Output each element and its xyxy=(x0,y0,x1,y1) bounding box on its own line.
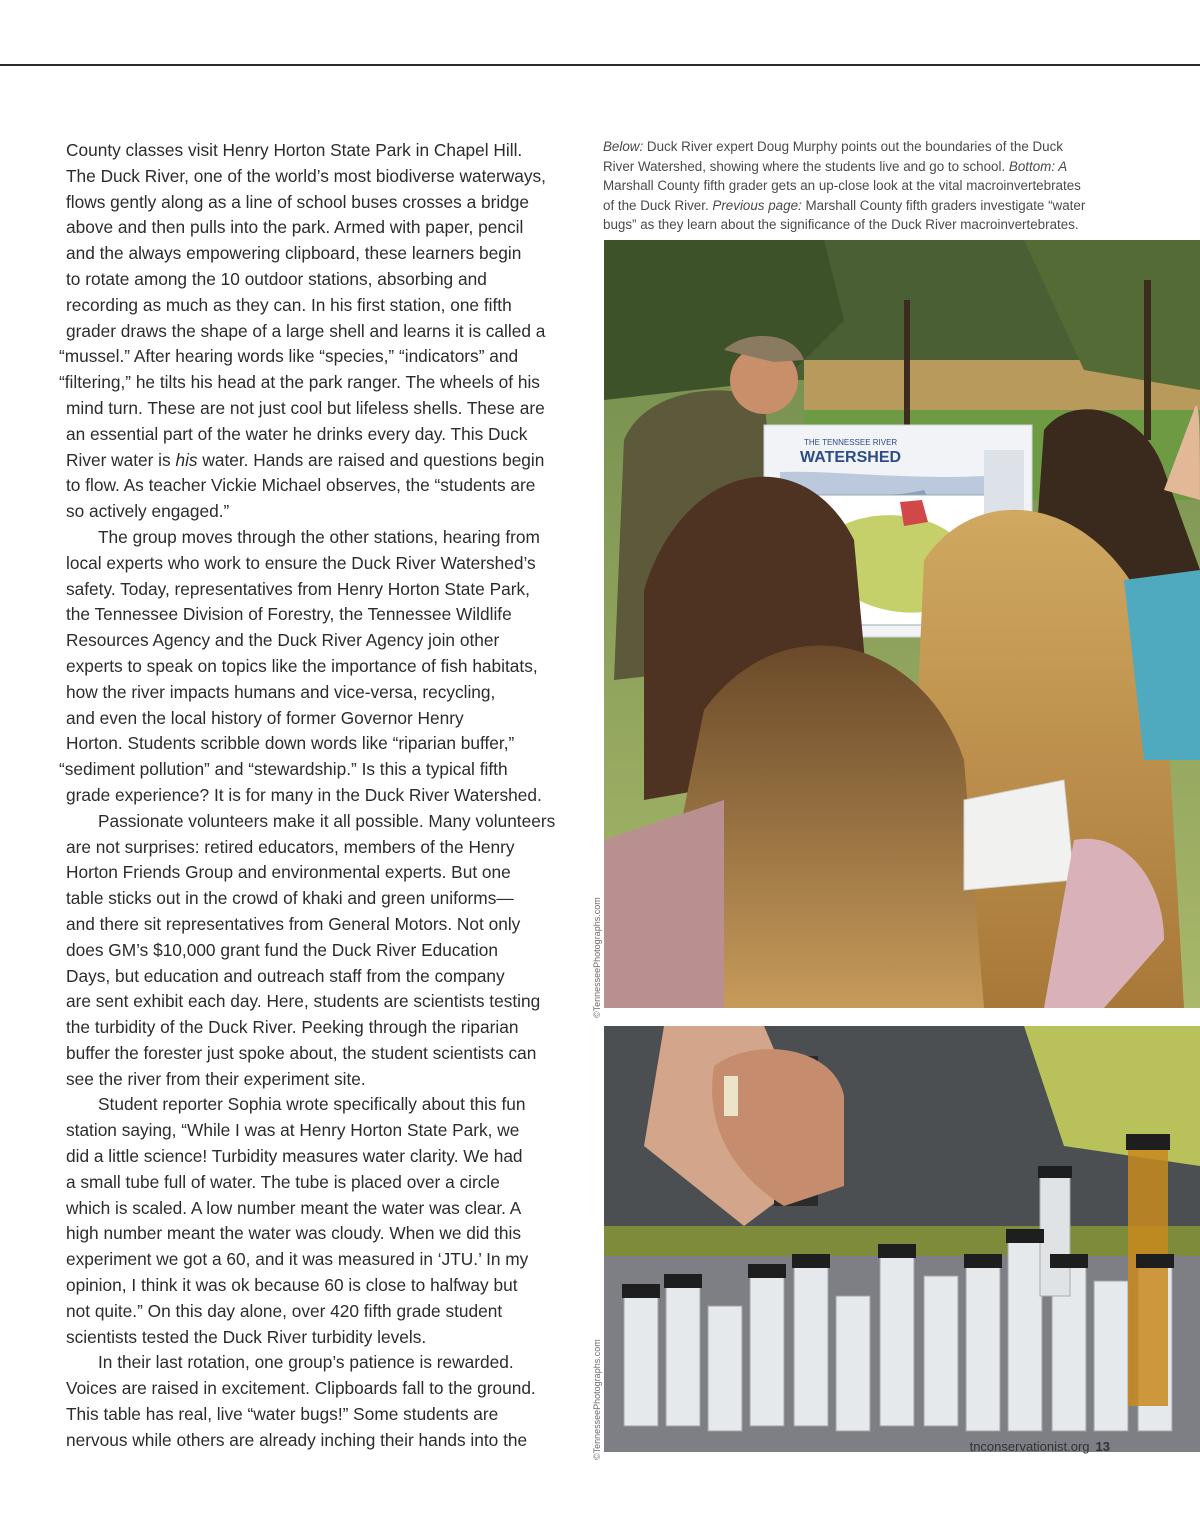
caption-text: of the Duck River. xyxy=(603,197,713,213)
body-text-line: opinion, I think it was ok because 60 is close to halfway but xyxy=(66,1275,518,1296)
body-text-line: scientists tested the Duck River turbidity levels. xyxy=(66,1326,427,1347)
body-text-line: experts to speak on topics like the importance of fish habitats, xyxy=(66,655,538,676)
caption-label: Below: xyxy=(603,139,644,154)
body-text-line: the turbidity of the Duck River. Peeking through the riparian xyxy=(66,1017,519,1038)
caption-line xyxy=(603,196,1123,216)
sign-subtitle: THE TENNESSEE RIVER xyxy=(804,438,898,447)
body-text-line: buffer the forester just spoke about, the student scientists can xyxy=(66,1042,537,1063)
footer-website: tnconservationist.org xyxy=(969,1439,1090,1454)
water-bugs-vials-photo xyxy=(604,1026,1200,1452)
page-number: 13 xyxy=(1095,1439,1110,1454)
body-text-line: and the always empowering clipboard, these learners begin xyxy=(66,243,522,264)
body-text-line: recording as much as they can. In his first station, one fifth xyxy=(66,294,512,315)
caption-text: bugs” as they learn about the significance of the Duck River macroinvertebrates. xyxy=(603,217,1079,233)
body-text-line: County classes visit Henry Horton State Park in Chapel Hill. xyxy=(66,140,523,160)
body-text-line: Resources Agency and the Duck River Agency join other xyxy=(66,630,500,651)
body-text-line: safety. Today, representatives from Henry Horton State Park, xyxy=(66,578,530,599)
body-text-line: Horton Friends Group and environmental experts. But one xyxy=(66,862,511,883)
body-text-line: how the river impacts humans and vice-versa, recycling, xyxy=(66,681,496,702)
caption-text: Marshall County fifth grader gets an up-close look at the vital macroinvertebrates xyxy=(603,178,1081,194)
body-text-line: mind turn. These are not just cool but lifeless shells. These are xyxy=(66,397,545,418)
header-rule xyxy=(0,64,1200,66)
body-text-line: The group moves through the other stations, hearing from xyxy=(98,526,540,547)
caption-line xyxy=(603,176,1123,196)
body-text-line: and there sit representatives from General Motors. Not only xyxy=(66,913,521,934)
body-text-line: a small tube full of water. The tube is placed over a circle xyxy=(66,1171,500,1192)
body-text-line: so actively engaged.” xyxy=(66,501,230,522)
body-text-line: Days, but education and outreach staff from the company xyxy=(66,965,505,986)
body-text-line: see the river from their experiment site. xyxy=(66,1068,366,1089)
caption-line xyxy=(603,215,1123,235)
caption-text: River Watershed, showing where the students live and go to school. xyxy=(603,158,1009,174)
body-text-line: station saying, “While I was at Henry Horton State Park, we xyxy=(66,1120,520,1141)
body-text-line: local experts who work to ensure the Duck River Watershed’s xyxy=(66,552,536,573)
caption-line xyxy=(603,137,1123,157)
article-body xyxy=(59,138,580,1454)
body-text-line: an essential part of the water he drinks every day. This Duck xyxy=(66,423,528,444)
body-text-line: does GM’s $10,000 grant fund the Duck River Education xyxy=(66,939,498,960)
body-text-line: River water is his water. Hands are raised and questions begin xyxy=(66,449,545,470)
photo-caption xyxy=(603,137,1123,235)
caption-text: Marshall County fifth graders investigate “water xyxy=(801,197,1086,213)
sign-title: WATERSHED xyxy=(800,449,902,466)
caption-label: Bottom: A xyxy=(1008,158,1068,174)
caption-line xyxy=(603,157,1123,177)
body-text-line: In their last rotation, one group’s patience is rewarded. xyxy=(98,1352,514,1373)
body-text-line: to rotate among the 10 outdoor stations, absorbing and xyxy=(66,268,487,289)
watershed-photo-illustration xyxy=(604,240,1200,1008)
photo-credit-top: ©TennesseePhotographs.com xyxy=(592,897,602,1018)
body-text-line: nervous while others are already inching their hands into the xyxy=(66,1429,528,1450)
body-text-line: table sticks out in the crowd of khaki and green uniforms— xyxy=(66,888,514,909)
body-text-line: “sediment pollution” and “stewardship.” Is this a typical fifth xyxy=(59,759,508,780)
page-footer xyxy=(970,1439,1110,1454)
body-text-line: above and then pulls into the park. Armed with paper, pencil xyxy=(66,217,524,238)
body-text-line: and even the local history of former Governor Henry xyxy=(66,707,464,728)
body-text-line: Student reporter Sophia wrote specifically about this fun xyxy=(98,1094,526,1115)
body-text-line: flows gently along as a line of school buses crosses a bridge xyxy=(66,191,530,212)
body-text-line: grader draws the shape of a large shell and learns it is called a xyxy=(66,320,546,341)
body-text-line: are sent exhibit each day. Here, students are scientists testing xyxy=(66,991,541,1012)
watershed-map-photo xyxy=(604,240,1200,1008)
body-text-line: Passionate volunteers make it all possible. Many volunteers xyxy=(98,810,556,831)
body-text-line: experiment we got a 60, and it was measured in ‘JTU.’ In my xyxy=(66,1249,529,1270)
body-text-line: Voices are raised in excitement. Clipboards fall to the ground. xyxy=(66,1378,536,1399)
caption-label: Previous page: xyxy=(712,197,802,213)
body-text-line: “mussel.” After hearing words like “species,” “indicators” and xyxy=(59,346,519,367)
body-text-line: Horton. Students scribble down words like “riparian buffer,” xyxy=(66,733,515,754)
body-text-line: The Duck River, one of the world’s most biodiverse waterways, xyxy=(66,165,546,186)
body-text-line: to flow. As teacher Vickie Michael observes, the “students are xyxy=(66,475,536,496)
body-text-line: grade experience? It is for many in the Duck River Watershed. xyxy=(66,784,542,805)
body-text-line: the Tennessee Division of Forestry, the Tennessee Wildlife xyxy=(66,604,512,625)
vials-photo-illustration xyxy=(604,1026,1200,1452)
body-text-line: are not surprises: retired educators, members of the Henry xyxy=(66,836,515,857)
body-text-line: which is scaled. A low number meant the water was clear. A xyxy=(66,1197,522,1218)
body-text-line: not quite.” On this day alone, over 420 fifth grade student xyxy=(66,1300,503,1321)
photo-credit-bottom: ©TennesseePhotographs.com xyxy=(592,1339,602,1460)
body-text-line: This table has real, live “water bugs!” Some students are xyxy=(66,1404,499,1425)
body-text-line: high number meant the water was cloudy. When we did this xyxy=(66,1223,521,1244)
caption-text: Duck River expert Doug Murphy points out the boundaries of the Duck xyxy=(643,139,1063,154)
body-text-line: did a little science! Turbidity measures water clarity. We had xyxy=(66,1146,523,1167)
body-text-line: “filtering,” he tilts his head at the park ranger. The wheels of his xyxy=(59,372,540,393)
